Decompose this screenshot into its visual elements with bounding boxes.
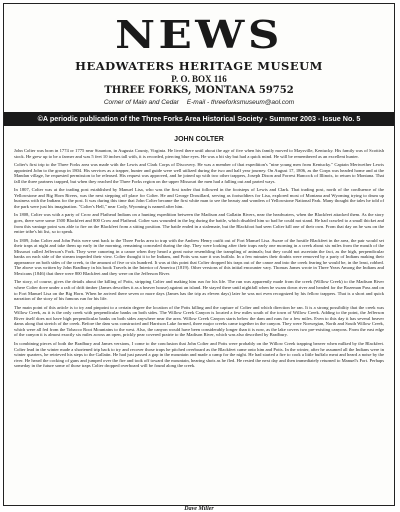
article-paragraph: John Colter was born in 1774 or 1775 near Staunton, in Augusta County, Virginia. He lived there until about the age of five when his family moved to Maysville, Kentucky. His family was of Scottish stock. He grew up to be a farmer and was 5 feet 10 inches tall with, it is recorded, piercing blue eyes. He was a bit shy but had a quick mind. He will be remembered as an excellent hunter. xyxy=(14,148,384,159)
city-state-zip: THREE FORKS, MONTANA 59752 xyxy=(104,85,294,96)
po-box: P. O. BOX 116 xyxy=(171,74,227,84)
article-paragraph: The story, of course, gives the details about the killing of Potts, stripping Colter and making him run for his life. The run was apparently made from the creek (Willow Creek) to the Madison River where Colter dove under a raft of drift timber (James describes it as a beaver house) against an island. He stayed there until nightfall when he swam down river and headed for the Bozeman Pass and on to Fort Manuel Lisa on the Big Horn. When he arrived there seven or more days (James has the trip as eleven days) later he was not even recognized by his fellow trappers. That is a short and quick narration of the story of his famous run for his life. xyxy=(14,279,384,302)
article-paragraph: Colter's first trip to the Three Forks area was made with the Lewis and Clark Corps of Discovery. He was a member of that expedition's "nine young men from Kentucky." Captain Meriwether Lewis appointed John to the group in 1804. His services as a trapper, hunter and guide were well utilized during the two and half year journey. On August 17, 1806, as the Corps was headed home and at the Mandan village, he requested permission to be released. His request was approved, and he joined up with two other trappers, Joseph Dixon and Forrest Hancock of Illinois, to return to Montana. That fall the three partners trapped, but when they reached the Three Forks region on the upper Missouri the men had a falling out and parted ways. xyxy=(14,162,384,184)
article-paragraph: The main point of this article is to try and pinpoint to a certain degree the location of the Potts killing and the capture of Colter and which direction he ran. It is a strong possibility that the creek was Willow Creek, as it is the only creek with perpendicular banks on both sides. The Willow Creek Canyon is located a few miles south of the town of Willow Creek. Adding to the point, the Jefferson River itself does not have high perpendicular banks on both sides anywhere near the area. Willow Creek Canyon starts below the dam and runs for a few miles. Even to this day it has several beaver dams along that stretch of the creek. Before the dam was constructed and Harrison Lake formed, three major creeks came together in the canyon. They were Norwegian, North and South Willow Creek, which were all fed from the Tobacco Root Mountains to the west. Also, the canyon would have been considerably longer than it is now, as the lake covers two pre-existing canyons. From the east edge of the canyon it is almost exactly six miles across an open, prickly pear covered prairie to the Madison River, which was also described by Bradbury. xyxy=(14,304,384,338)
article xyxy=(14,136,384,512)
street-corner: Corner of Main and Cedar xyxy=(103,99,179,106)
article-title: JOHN COLTER xyxy=(174,136,224,143)
email-address[interactable]: E-mail - threeforksmuseum@aol.com xyxy=(186,99,295,106)
newsletter-title: NEWS xyxy=(115,12,283,57)
article-paragraph: In 1809, John Colter and John Potts were sent back to the Three Forks area to trap with the Andrew Henry outfit out of Fort Manuel Lisa. Aware of the hostile Blackfeet in the area, the pair would set their traps at night and take them up early in the morning, remaining concealed during the day. They were looking after their traps early one morning in a creek about six miles from the mouth of the Missouri called Jefferson's Fork. They were canoeing in a canoe when they heard a great noise resembling the trampling of animals; but they could not ascertain the fact, as the high, perpendicular banks on each side of the stream impeded their view. Colter thought it to be Indians, and Potts was sure it was buffalo. In a few minutes their doubts were removed by a party of Indians making their appearance on both sides of the creek, to the amount of five or six hundred. It was at this point that Colter dropped his traps out of the canoe and into the creek fearing he would be, in the least, robbed. The above was written by John Bradbury in his book Travels in the Interior of America (1819). Other versions of this initial encounter vary. Thomas James wrote in Three Years Among the Indians and Mexicans (1846) that there were 800 Blackfeet and they were on the Jefferson River. xyxy=(14,237,384,276)
newsletter-page xyxy=(3,3,395,512)
publication-tagline: ©A periodic publication of the Three Forks Area Historical Society - Summer 2003 - Issue No. 5 xyxy=(4,112,394,126)
masthead xyxy=(4,4,394,108)
article-paragraph: In combining pieces of both the Bradbury and James versions, I come to the conclusion that John Colter and Potts were probably on the Willow Creek trapping beaver when milked by the Blackfeet. Colter lead in the winter made a shortened trip back to try and recover those traps he pitched overboard as the Blackfeet came onto him and Potts. In the winter, after he assumed all the Indians were in winter quarters, he retrieved his steps to the Gallatin. He had just passed a gap in the mountain and made a camp for the night. He had started a fire to cook a little buffalo meat and heard a noise by the river. He heard the cocking of guns and jumped over the fire and took off toward the mountain, hearing shots as he fled. He rested the next day and then immediately returned to Manuel's Fort. Perhaps someday in the future some of those traps Colter dropped overboard will be found along the creek. xyxy=(14,340,384,369)
article-byline: Dave Miller xyxy=(184,506,214,512)
article-paragraph: In 1807, Colter was at the trading post established by Manuel Lisa, who was the first trader that followed in the footsteps of Lewis and Clark. That trading post, north of the confluence of the Yellowstone and Big Horn Rivers, was the next stepping off place for Colter. He and George Drouillard, serving as footsoldiers for Lisa, explored most of Montana and Wyoming trying to drum up business with the Indians for the post. It was during this time that John Colter became the first white man to see the beauty and wonders of Yellowstone National Park. Many thought the tales he told of the park were just his imagination. "Colter's Hell," near Cody, Wyoming is named after him. xyxy=(14,187,384,209)
contact-line xyxy=(4,99,394,106)
article-paragraph: In 1808, Colter was with a party of Crow and Flathead Indians on a hunting expedition between the Madison and Gallatin Rivers, near the headwaters, when the Blackfeet attacked them. As the story goes, there were some 1500 Blackfeet and 800 Crow and Flathead. Colter was wounded in the leg during the battle, which disabled him so bad he could not stand. He had crawled to a small thicket and from this vantage point was able to fire on the Blackfeet from a sitting position. The battle ended in a stalemate, but the Blackfoot had seen Colter kill one of their own. From that day on he was on the entire tribe's hit list, so to speak. xyxy=(14,212,384,235)
museum-name: HEADWATERS HERITAGE MUSEUM xyxy=(75,59,323,73)
